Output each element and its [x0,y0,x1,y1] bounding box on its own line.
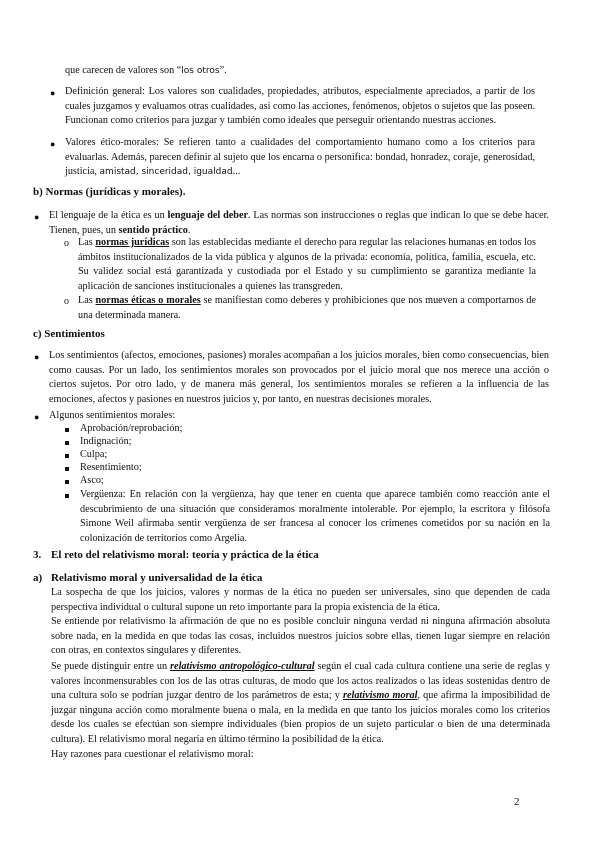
paragraph-1: La sospecha de que los juicios, valores y normas de la ética no pueden ser universales, sino que dependen de cada perspectiva individual o cultural supone un reto importante para la propia existencia de la ética. [51,587,550,613]
page-number: 2 [514,796,520,808]
square-bullet-icon [65,428,69,432]
square-bullet-icon [65,494,69,498]
square-bullet-icon [65,454,69,458]
paragraph-2: Se entiende por relativismo la afirmación de que no es posible concluir ninguna verdad ni ninguna afirmación absoluta sobre nada, en la medida en que todas las cosas, incluidos nuestros juicios sobre ellas, tienen lugar siempre en relación con otras, en contextos singulares y diferentes. [51,616,550,656]
section-3-title: El reto del relativismo moral: teoría y práctica de la ética [51,549,319,561]
list-item: Resentimiento; [80,462,142,473]
square-bullet-icon [65,441,69,445]
list-item: Indignación; [80,436,132,447]
bullet-icon: ● [34,412,40,422]
circle-bullet-icon: o [64,238,69,249]
normas-eticas: Las normas éticas o morales se manifiestan como deberes y prohibiciones que nos mueven a comportarnos de una determinada manera. [78,295,536,321]
section-b-title: b) Normas (jurídicas y morales). [33,186,186,198]
bullet-icon: ● [50,139,56,149]
bullet-icon: ● [34,352,40,362]
section-a-title: Relativismo moral y universalidad de la ética [51,572,263,584]
paragraph-3: Se puede distinguir entre un relativismo antropológico-cultural según el cual cada cultura contiene una serie de reglas y valores inconmensurables con los de las otras culturas, de modo que los actos realizados o las ideas sostenidas dentro de una cultura solo se podrían juzgar dentro de los parámetros de esta; y relativismo moral, que afirma la imposibilidad de juzgar ninguna acción como moralmente buena o mala, en la medida en que tanto los juicios morales como los criterios desde los cuales se efectúan son siempre individuales (bien propios de un sujeto particular o bien de una determinada cultura). El relativismo moral negaría en último término la posibilidad de la ética. [51,661,551,745]
square-bullet-icon [65,467,69,471]
definicion-general: Definición general: Los valores son cualidades, propiedades, atributos, especialmente apreciados, a partir de los cuales juzgamos y evaluamos otras cualidades, así como las acciones, fenómenos, objetos o sujetos que las poseen. Funcionan como criterios para juzgar y también como ideales que perseguir orientando nuestras acciones. [65,86,535,126]
square-bullet-icon [65,480,69,484]
verguenza-item: Vergüenza: En relación con la vergüenza, hay que tener en cuenta que aparece también como reacción ante el descubrimiento de una situación que consideramos moralmente intolerable. Por ejemplo, la escritora y filósofa Simone Weil afirmaba sentir vergüenza de ser francesa al conocer los crímenes cometidos por su nación en la colonización de territorios como Argelia. [80,489,550,544]
section-c-title: c) Sentimientos [33,328,105,340]
section-3-number: 3. [33,549,42,561]
section-b-bullet: El lenguaje de la ética es un lenguaje del deber. Las normas son instrucciones o reglas que indican lo que se debe hacer. Tienen, pues, un sentido práctico. [49,210,549,236]
algunos-sentimientos: Algunos sentimientos morales: [49,410,176,421]
list-item: Aprobación/reprobación; [80,423,183,434]
paragraph-4: Hay razones para cuestionar el relativismo moral: [51,749,254,760]
valores-etico-morales: Valores ético-morales: Se refieren tanto a cualidades del comportamiento humano como a los criterios para evaluarlas. Además, parecen definir al sujeto que los encarna o personifica: bondad, honradez, coraje, generosidad, justicia, amistad, sinceridad, igualdad... [65,137,535,177]
handwritten-values: amistad, sinceridad, igualdad [99,167,233,177]
bullet-icon: ● [34,212,40,222]
list-item: Asco; [80,475,104,486]
circle-bullet-icon: o [64,296,69,307]
sentimientos-paragraph: Los sentimientos (afectos, emociones, pasiones) morales acompañan a los juicios morales, bien como consecuencias, bien como causas. Por un lado, los sentimientos morales son provocados por el juicio moral que nos merece una acción o ciertos sujetos. Por otro lado, y de manera más general, los sentimientos morales se refieren a la influencia de las emociones, afectos y pasiones en nuestros juicios y, por tanto, en nuestras decisiones morales. [49,350,549,405]
intro-line: que carecen de valores son “los otros”. [65,65,227,76]
bullet-icon: ● [50,88,56,98]
list-item: Culpa; [80,449,108,460]
section-a-label: a) [33,572,43,584]
handwritten-quote: los otros [181,66,220,76]
normas-juridicas: Las normas jurídicas son las establecidas mediante el derecho para regular las relaciones humanas en todos los ámbitos institucionalizados de la vida pública y algunos de la privada: economía, política, familia, escuela, etc. Su validez social está garantizada y custodiada por el Estado y su cumplimiento se garantiza mediante la aplicación de sanciones institucionales a quienes las transgreden. [78,237,536,292]
